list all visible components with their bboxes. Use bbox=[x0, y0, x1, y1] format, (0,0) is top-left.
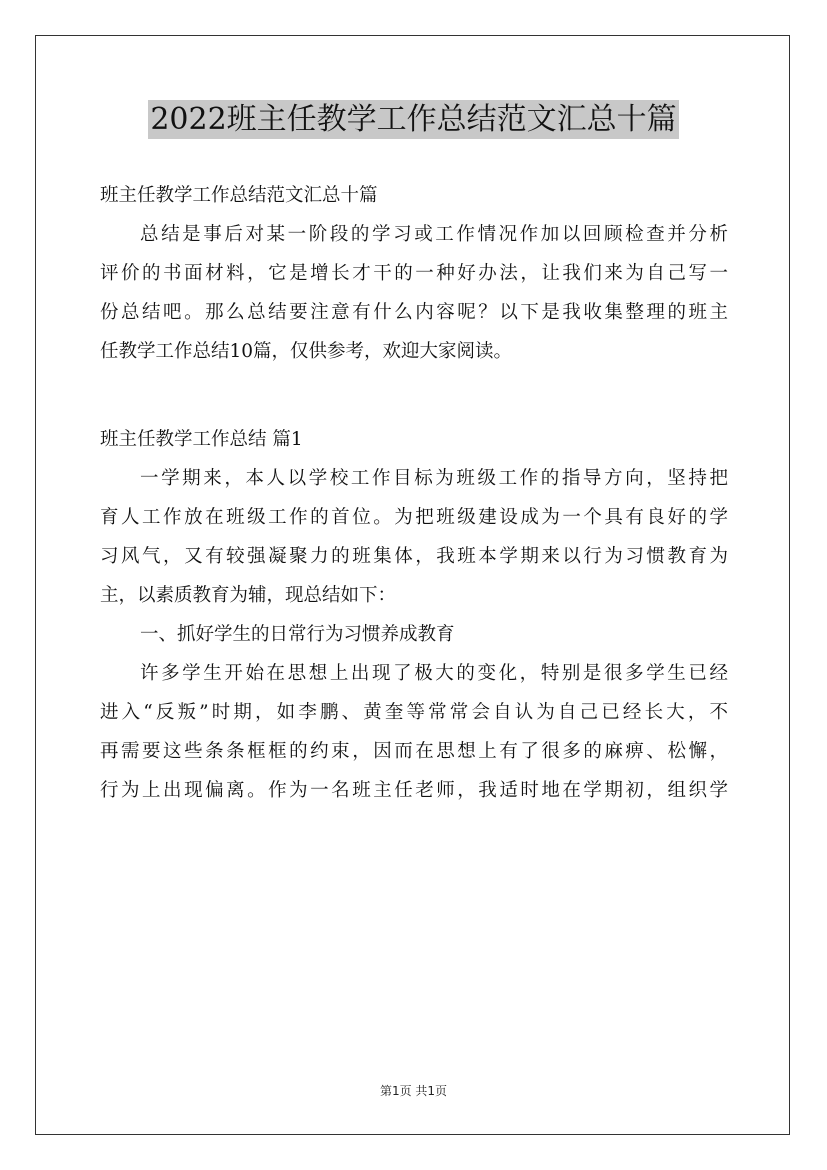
paragraph-line: 许多学生开始在思想上出现了极大的变化，特别是很多学生已经 bbox=[140, 663, 728, 684]
paragraph-line: 主，以素质教育为辅，现总结如下： bbox=[100, 585, 397, 606]
intro-line: 总结是事后对某一阶段的学习或工作情况作加以回顾检查并分析 bbox=[140, 224, 728, 245]
paragraph-line: 再需要这些条条框框的约束，因而在思想上有了很多的麻痹、松懈， bbox=[100, 741, 728, 762]
paragraph-gap bbox=[100, 371, 728, 420]
intro-line: 评价的书面材料，它是增长才干的一种好办法，让我们来为自己写一 bbox=[100, 263, 728, 284]
subsection-heading: 一、抓好学生的日常行为习惯养成教育 bbox=[140, 624, 455, 645]
intro-line: 份总结吧。那么总结要注意有什么内容呢？以下是我收集整理的班主 bbox=[100, 302, 728, 323]
document-title-text: 2022班主任教学工作总结范文汇总十篇 bbox=[150, 102, 677, 137]
intro-line: 任教学工作总结10篇，仅供参考，欢迎大家阅读。 bbox=[100, 341, 513, 362]
paragraph-line: 一学期来，本人以学校工作目标为班级工作的指导方向，坚持把 bbox=[140, 468, 728, 489]
document-body bbox=[100, 176, 728, 810]
paragraph-line: 行为上出现偏离。作为一名班主任老师，我适时地在学期初，组织学 bbox=[100, 780, 728, 801]
document-subtitle: 班主任教学工作总结范文汇总十篇 bbox=[100, 185, 378, 206]
document-title bbox=[0, 100, 827, 140]
section-heading: 班主任教学工作总结 篇1 bbox=[100, 429, 303, 450]
paragraph-line: 育人工作放在班级工作的首位。为把班级建设成为一个具有良好的学 bbox=[100, 507, 728, 528]
page-footer: 第1页 共1页 bbox=[379, 1084, 448, 1098]
paragraph-line: 习风气，又有较强凝聚力的班集体，我班本学期来以行为习惯教育为 bbox=[100, 546, 728, 567]
paragraph-line: 进入“反叛”时期，如李鹏、黄奎等常常会自认为自己已经长大，不 bbox=[100, 702, 728, 723]
